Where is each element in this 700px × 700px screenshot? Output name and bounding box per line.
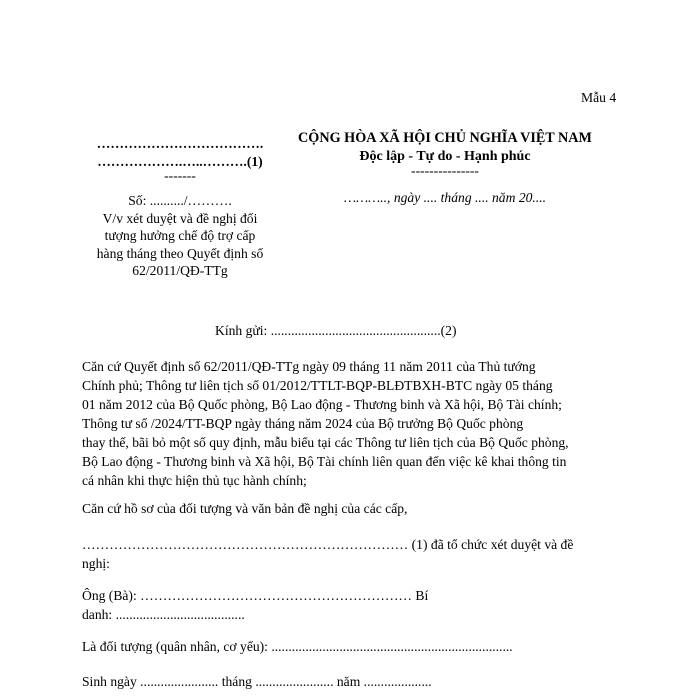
agency-line-1: ………………………………. — [96, 136, 264, 151]
paragraph-line: Thông tư số /2024/TT-BQP ngày tháng năm 2024 của Bộ trưởng Bộ Quốc phòng — [82, 416, 524, 431]
birth-date-field — [82, 672, 622, 691]
form-code: Mẫu 4 — [581, 90, 617, 105]
paragraph-line: Là đối tượng (quân nhân, cơ yếu): ....................................................................... — [82, 639, 513, 654]
paragraph-line: Sinh ngày ....................... tháng ....................... năm .................... — [82, 674, 432, 689]
subject-line: tượng hưởng chế độ trợ cấp — [104, 228, 256, 243]
agency-line-2: ……………….…..……….(1) — [97, 153, 263, 169]
person-name-field — [82, 586, 622, 624]
review-paragraph — [82, 535, 622, 573]
paragraph-line: Bộ Lao động - Thương binh và Xã hội, Bộ Tài chính liên quan đến việc kê khai thông tin — [82, 454, 567, 469]
paragraph-line: Căn cứ hồ sơ của đối tượng và văn bản đề nghị của các cấp, — [82, 501, 408, 516]
country-name: CỘNG HÒA XÃ HỘI CHỦ NGHĨA VIỆT NAM — [298, 130, 592, 146]
recipient-line: Kính gửi: ..................................................(2) — [215, 323, 457, 338]
paragraph-line: Chính phủ; Thông tư liên tịch số 01/2012/TTLT-BQP-BLĐTBXH-BTC ngày 05 tháng — [82, 378, 553, 393]
national-motto: Độc lập - Tự do - Hạnh phúc — [359, 148, 531, 164]
national-header-block — [288, 130, 602, 207]
legal-basis-paragraph — [82, 357, 622, 490]
paragraph-line: Ông (Bà): …………………………………………………… Bí — [82, 588, 429, 603]
subject-line: hàng tháng theo Quyết định số — [96, 245, 264, 261]
motto-divider: --------------- — [411, 163, 479, 178]
issuing-agency-block — [82, 135, 278, 280]
paragraph-line: danh: ...................................... — [82, 607, 245, 622]
paragraph-line: 01 năm 2012 của Bộ Quốc phòng, Bộ Lao động - Thương binh và Xã hội, Bộ Tài chính; — [82, 397, 562, 412]
paragraph-line: thay thế, bãi bỏ một số quy định, mẫu biểu tại các Thông tư liên tịch của Bộ Quốc phòng, — [82, 435, 569, 450]
subject-line: V/v xét duyệt và đề nghị đối — [102, 210, 258, 226]
subject-line: 62/2011/QĐ-TTg — [132, 263, 228, 278]
paragraph-line: ……………………………………………………………… (1) đã tổ chức xét duyệt và đề — [82, 537, 574, 552]
records-basis-paragraph — [82, 499, 622, 518]
document-number: Số: ........../………. — [128, 193, 232, 208]
paragraph-line: cá nhân khi thực hiện thủ tục hành chính; — [82, 473, 307, 488]
paragraph-line: nghị: — [82, 556, 110, 571]
subject-type-field — [82, 637, 622, 656]
date-line: ……….., ngày .... tháng .... năm 20.... — [343, 190, 547, 205]
agency-divider: ------- — [164, 168, 196, 183]
paragraph-line: Căn cứ Quyết định số 62/2011/QĐ-TTg ngày 09 tháng 11 năm 2011 của Thủ tướng — [82, 359, 536, 374]
